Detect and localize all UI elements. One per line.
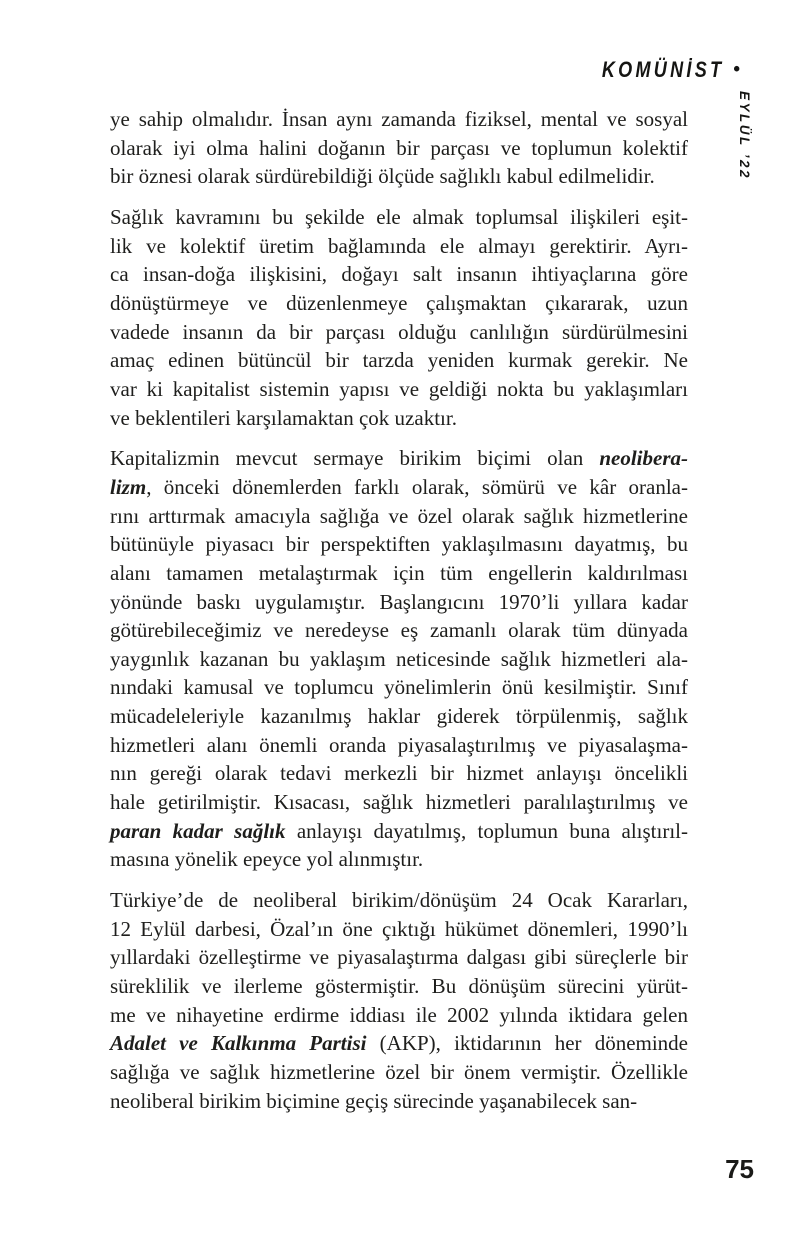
text-line: Türkiye’de de neoliberal birikim/dönüşüm 24 Ocak Kararları, — [110, 888, 688, 913]
text-line: yaygınlık kazanan bu yaklaşım neticesinde sağlık hizmetleri ala- — [110, 646, 688, 671]
issue-date-vertical: EYLÜL ’22 — [737, 91, 752, 181]
text-line: Kapitalizmin mevcut sermaye birikim biçimi olan neolibera- — [110, 446, 688, 471]
text-line: lizm, önceki dönemlerden farklı olarak, sömürü ve kâr oranla- — [110, 474, 688, 499]
text-line: neoliberal birikim biçimine geçiş sürecinde yaşanabilecek san- — [110, 1088, 638, 1113]
emphasized-text: Adalet ve Kalkınma Partisi — [110, 1031, 367, 1056]
text-line: dönüştürmeye ve düzenlenmeye çalışmaktan çıkararak, uzun — [110, 290, 688, 315]
paragraph — [110, 444, 688, 874]
bullet-separator-icon: • — [733, 59, 740, 80]
text-line: nındaki kamusal ve toplumcu yönelimlerin önü kesilmiştir. Sınıf — [110, 675, 688, 700]
text-line: Adalet ve Kalkınma Partisi (AKP), iktidarının her döneminde — [110, 1031, 689, 1056]
text-line: vadede insanın da bir parçası olduğu canlılığın sürdürülmesini — [110, 319, 688, 344]
emphasized-text: paran kadar sağlık — [110, 818, 286, 843]
running-head — [575, 57, 740, 83]
text-line: rını arttırmak amacıyla sağlığa ve özel olarak sağlık hizmetlerine — [110, 503, 688, 528]
text-line: yıllardaki özelleştirme ve piyasalaştırma dalgası gibi süreçlerle bir — [110, 945, 688, 970]
paragraph — [110, 203, 688, 432]
text-line: bütünüyle piyasacı bir perspektiften yaklaşılmasını dayatmış, bu — [110, 532, 688, 557]
text-line: hale getirilmiştir. Kısacası, sağlık hizmetleri paralılaştırılmış ve — [110, 790, 688, 815]
text-line: sağlığa ve sağlık hizmetlerine özel bir önem vermiştir. Özellikle — [110, 1060, 688, 1084]
text-line: amaç edinen bütüncül bir tarzda yeniden kurmak gerekir. Ne — [110, 348, 688, 373]
text-line: olarak iyi olma halini doğanın bir parçası ve toplumun kolektif — [110, 135, 688, 160]
text-line: ca insan-doğa ilişkisini, doğayı salt insanın ihtiyaçlarına göre — [110, 262, 688, 287]
text-line: masına yönelik epeyce yol alınmıştır. — [110, 847, 424, 872]
text-line: hizmetleri alanı önemli oranda piyasalaştırılmış ve piyasalaşma- — [110, 732, 688, 757]
text-line: süreklilik ve ilerleme göstermiştir. Bu dönüşüm sürecini yürüt- — [110, 974, 688, 999]
text-line: alanı tamamen metalaştırmak için tüm engellerin kaldırılması — [110, 560, 688, 585]
emphasized-text: neolibera- — [599, 446, 688, 471]
text-line: mücadeleleriyle kazanılmış haklar giderek törpülenmiş, sağlık — [110, 704, 688, 729]
text-line: bir öznesi olarak sürdürebildiği ölçüde sağlıklı kabul edilmelidir. — [110, 164, 655, 189]
text-line: lik ve kolektif üretim bağlamında ele almayı gerektirir. Ayrı- — [110, 233, 688, 258]
paragraph — [110, 105, 688, 191]
magazine-title: KOMÜNİST — [601, 57, 725, 82]
page-number: 75 — [725, 1154, 754, 1184]
emphasized-text: lizm — [110, 474, 147, 499]
text-line: paran kadar sağlık anlayışı dayatılmış, toplumun buna alıştırıl- — [110, 818, 688, 843]
article-body — [110, 105, 688, 1127]
text-line: ve beklentileri karşılamaktan çok uzaktır. — [110, 405, 457, 430]
text-line: nın gereği olarak tedavi merkezli bir hizmet anlayışı öncelikli — [110, 761, 688, 786]
text-line: götürebileceğimiz ve neredeyse eş zamanlı olarak tüm dünyada — [110, 618, 688, 643]
paragraph — [110, 886, 688, 1115]
text-line: 12 Eylül darbesi, Özal’ın öne çıktığı hükümet dönemleri, 1990’lı — [110, 916, 688, 941]
text-line: yönünde baskı uygulamıştır. Başlangıcını 1970’li yıllara kadar — [110, 589, 688, 614]
text-line: var ki kapitalist sistemin yapısı ve geldiği nokta bu yaklaşımları — [110, 376, 688, 401]
text-line: ye sahip olmalıdır. İnsan aynı zamanda fiziksel, mental ve sosyal — [110, 107, 688, 131]
text-line: Sağlık kavramını bu şekilde ele almak toplumsal ilişkileri eşit- — [110, 204, 688, 229]
text-line: me ve nihayetine erdirme iddiası ile 2002 yılında iktidara gelen — [110, 1002, 688, 1027]
